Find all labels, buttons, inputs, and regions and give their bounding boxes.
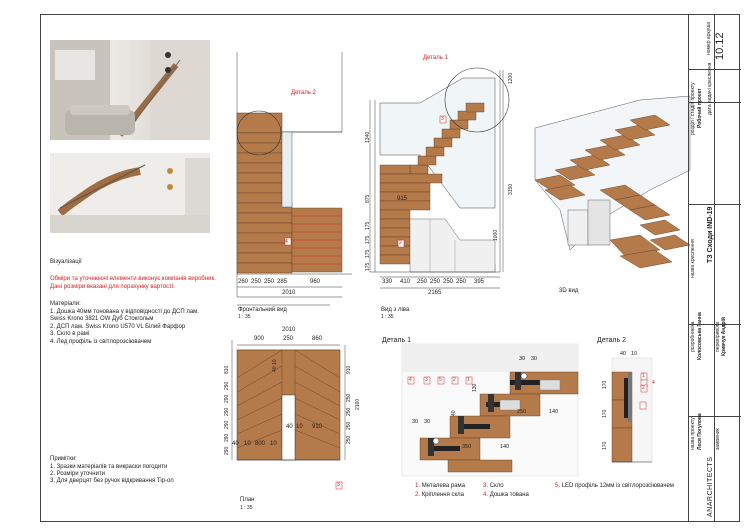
detail1-tag: 2 — [453, 377, 456, 383]
plan-view-title: План — [240, 497, 255, 503]
sheet-number: 10.12 — [714, 32, 726, 60]
materials-item: 2. ДСП лам. Swiss Krono U570 VL Білий Фарфор — [50, 324, 186, 330]
plan-left-dim: 290 — [224, 381, 230, 390]
detail2-dim: 170 — [602, 409, 608, 418]
right-vert-dim: 1000 — [493, 229, 499, 241]
front-dim: 960 — [310, 279, 321, 285]
left-inner-dim: 915 — [397, 196, 408, 202]
plan-tag: 3 — [337, 482, 340, 488]
legend-num: 1. — [415, 483, 421, 489]
left-view-title: Вид з ліва — [381, 307, 410, 313]
left-dim: 250 — [443, 279, 454, 285]
detail1-dim: 140 — [500, 444, 510, 450]
plan-total-dim: 2010 — [282, 327, 296, 333]
section-label: розділ / стадія проекту — [690, 82, 696, 135]
plan-dim: 860 — [312, 336, 323, 342]
project-name: Леся Погулова — [697, 413, 703, 450]
left-dim: 395 — [474, 279, 485, 285]
detail1-dim: 30 — [412, 419, 419, 425]
date-label: дата видачі креслення — [707, 62, 713, 115]
left-view-scale: 1 : 35 — [381, 314, 394, 320]
detail1-dim: 30 — [531, 356, 538, 362]
plan-dim: 910 — [312, 424, 323, 430]
plan-view-scale: 1 : 35 — [240, 505, 253, 511]
detail2-dim: 170 — [602, 380, 608, 389]
legend-num: 4. — [483, 492, 489, 498]
legend-item — [415, 483, 465, 491]
materials-item: Swiss Krono 3821 OW Дуб Стокгольм — [50, 316, 154, 322]
materials-heading: Матеріали: — [50, 301, 81, 307]
left-tag: 3 — [441, 116, 444, 122]
front-tag: 4 — [285, 239, 288, 245]
detail2-dim: 40 — [620, 351, 627, 357]
plan-dim: 250 — [283, 336, 294, 342]
drawing-title-label: назва креслення — [690, 239, 696, 278]
legend-num: 3. — [483, 483, 489, 489]
front-dim: 250 — [264, 279, 275, 285]
front-dim: 285 — [277, 279, 288, 285]
plan-dim: 10 — [244, 441, 251, 447]
detail1-dim: 140 — [549, 409, 559, 415]
legend-text: LED профіль 12мм із світлорозсіювачем — [561, 483, 674, 489]
detail1-dim: 30 — [519, 356, 526, 362]
materials-item: 1. Дошка 40мм тонована у відповідності до ДСП лам. — [50, 309, 199, 315]
plan-right-dim: 250 — [346, 393, 352, 402]
detail2-dim: 10 — [631, 351, 638, 357]
plan-dim: 10 — [296, 424, 303, 430]
legend-text: Металева рама — [421, 483, 466, 489]
materials-item: 4. Лед профіль із світлорозсіювачем — [50, 339, 152, 345]
legend-text: Дошка тована — [489, 492, 529, 498]
plan-dim: 800 — [255, 441, 266, 447]
legend-item — [483, 492, 529, 500]
legend-item — [415, 492, 464, 500]
plan-right-dim: 250 — [346, 407, 352, 416]
plan-right-dim: 910 — [346, 365, 352, 374]
left-tag-2: 2 — [399, 240, 402, 246]
detail1-tag: 5 — [439, 377, 442, 383]
developer-label: розробник/ка — [690, 321, 696, 352]
project-label: назва проекту — [690, 417, 696, 450]
legend-num: 5. — [555, 483, 561, 489]
front-dim: 260 — [238, 279, 249, 285]
front-detail-callout: Деталь 2 — [291, 90, 316, 96]
checker-label: перевірив/ла — [715, 321, 721, 352]
detail1-dim: 350 — [462, 444, 472, 450]
plan-left-dim: 290 — [224, 394, 230, 403]
left-dim: 250 — [430, 279, 441, 285]
detail1-tag: 3 — [425, 377, 428, 383]
detail1-tag: 1 — [467, 377, 470, 383]
detail2-title: Деталь 2 — [597, 337, 626, 344]
drawing-title: ТЗ Сходи IND-19 — [707, 206, 714, 263]
left-vert-dim: 875 — [365, 194, 371, 203]
detail1-title: Деталь 1 — [382, 337, 411, 344]
plan-dim: 10 — [270, 441, 277, 447]
front-total-dim: 2010 — [282, 290, 296, 296]
left-vert-dim: 175 — [365, 249, 371, 258]
left-detail-callout: Деталь 1 — [423, 55, 448, 61]
plan-right-dim: 250 — [346, 421, 352, 430]
plan-dim: 40 — [286, 424, 293, 430]
front-view-scale: 1 : 35 — [238, 314, 251, 320]
left-dim: 250 — [456, 279, 467, 285]
right-vert-dim: 1200 — [508, 72, 514, 84]
detail2-tag: 4 — [652, 380, 655, 386]
detail1-dim: 30 — [424, 419, 431, 425]
detail1-dim: 130 — [472, 383, 478, 392]
detail1-dim: 250 — [517, 409, 527, 415]
left-dim: 410 — [400, 279, 411, 285]
legend-text: Кріплення скла — [421, 492, 465, 498]
plan-left-dim: 290 — [224, 407, 230, 416]
3d-view-title: 3D вид — [559, 288, 579, 294]
visualization-heading: Візуалізації — [50, 259, 82, 265]
plan-inner-dim: 40 10 — [272, 359, 278, 372]
left-vert-dim: 175 — [365, 235, 371, 244]
checker-name: Кривчук Андрій — [721, 317, 727, 356]
manufacturer-note: Обміри та уточнюючі елементи виконує компанія виробник. Дані розміри вказані для порахунку вартості. — [50, 276, 216, 290]
customer-label: замовник — [715, 428, 721, 450]
front-dim: 250 — [251, 279, 262, 285]
plan-left-dim: 810 — [224, 365, 230, 374]
legend-item — [555, 483, 674, 491]
detail1-dim: 40 — [451, 410, 457, 416]
plan-dim: 40 — [232, 441, 239, 447]
materials-item: 3. Скло в рамі — [50, 331, 90, 337]
plan-right-dim: 2160 — [355, 398, 361, 410]
studio-logo: ANARCHITECTS — [707, 456, 714, 517]
notes-heading: Примітки: — [50, 456, 77, 462]
legend-item — [483, 483, 504, 491]
plan-left-dim: 290 — [224, 433, 230, 442]
plan-left-dim: 290 — [224, 420, 230, 429]
left-vert-dim: 1340 — [365, 131, 371, 143]
left-vert-dim: 175 — [365, 221, 371, 230]
notes-item: 1. Зразки матеріалів та викраски погодити — [50, 464, 168, 470]
developer-name: Колосовська Ганна — [697, 312, 703, 360]
detail2-tag: 2 — [642, 385, 645, 391]
left-dim: 250 — [417, 279, 428, 285]
plan-dim: 900 — [254, 336, 265, 342]
notes-item: 2. Розміри уточнити — [50, 471, 106, 477]
plan-right-dim: 250 — [346, 435, 352, 444]
detail2-tag: 1 — [642, 373, 645, 379]
section-value: Робочий проект — [697, 88, 703, 128]
detail2-dim: 170 — [602, 441, 608, 450]
detail1-tag: 4 — [409, 377, 412, 383]
legend-num: 2. — [415, 492, 421, 498]
notes-item: 3. Для дверцят без ручок відкривання Tip-on — [50, 478, 174, 484]
legend-text: Скло — [489, 483, 504, 489]
left-vert-dim: 175 — [365, 262, 371, 271]
left-total-dim: 2165 — [428, 290, 442, 296]
plan-left-dim: 290 — [224, 446, 230, 455]
right-vert-dim: 3150 — [508, 183, 514, 195]
sheet-number-label: номер аркуша — [706, 21, 712, 55]
left-dim: 330 — [382, 279, 393, 285]
front-view-title: Фронтальний вид — [238, 307, 287, 313]
